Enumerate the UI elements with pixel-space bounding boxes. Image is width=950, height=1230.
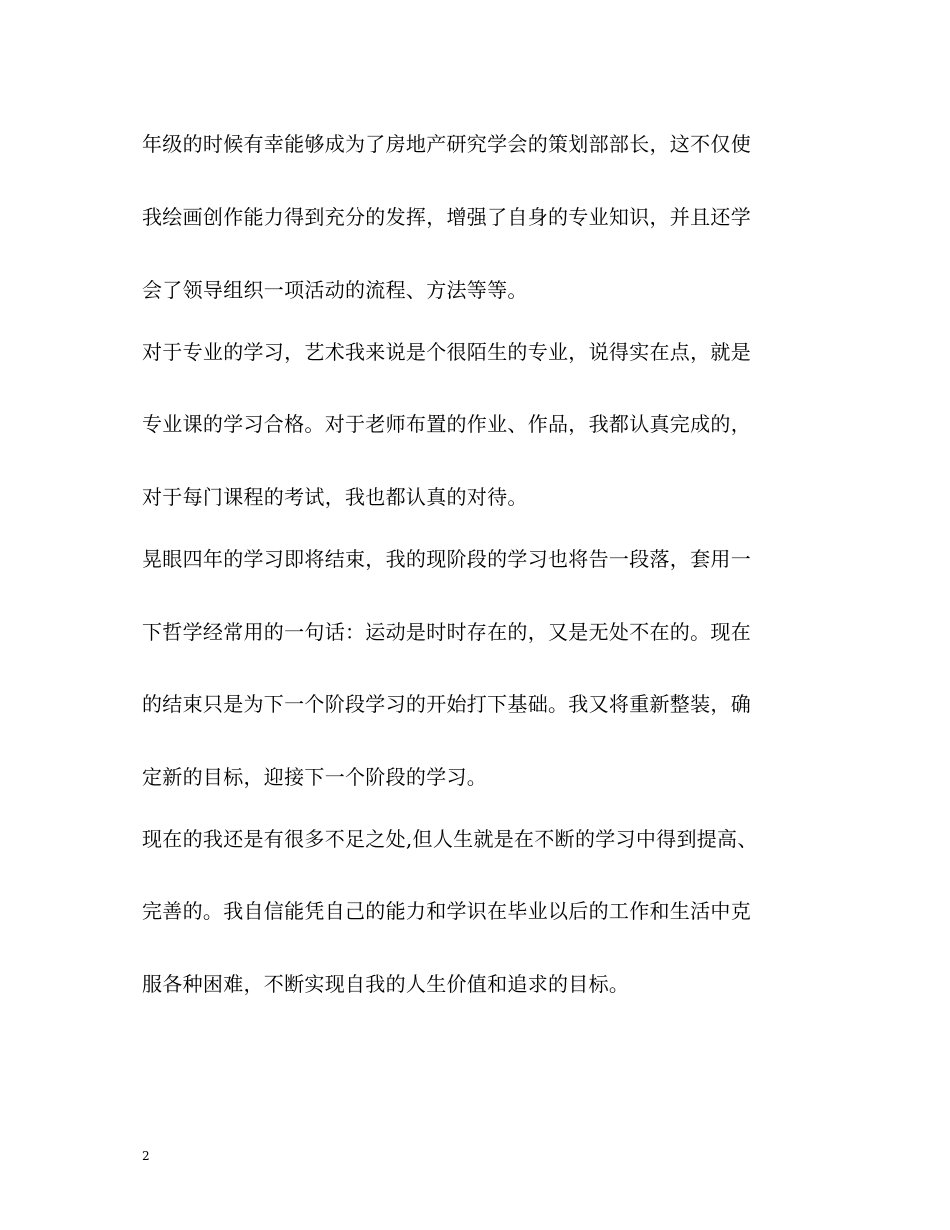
text-line: 晃眼四年的学习即将结束，我的现阶段的学习也将告一段落，套用一 xyxy=(142,547,751,571)
text-line: 专业课的学习合格。对于老师布置的作业、作品，我都认真完成的， xyxy=(142,412,751,436)
text-line: 的结束只是为下一个阶段学习的开始打下基础。我又将重新整装，确 xyxy=(142,692,751,716)
text-line: 完善的。我自信能凭自己的能力和学识在毕业以后的工作和生活中克 xyxy=(142,899,751,923)
text-line: 对于专业的学习，艺术我来说是个很陌生的专业，说得实在点，就是 xyxy=(142,340,751,364)
text-line: 现在的我还是有很多不足之处,但人生就是在不断的学习中得到提高、 xyxy=(142,827,758,851)
text-line: 我绘画创作能力得到充分的发挥，增强了自身的专业知识，并且还学 xyxy=(142,205,751,229)
text-line: 下哲学经常用的一句话：运动是时时存在的，又是无处不在的。现在 xyxy=(142,620,751,644)
text-line: 服各种困难，不断实现自我的人生价值和追求的目标。 xyxy=(142,972,630,996)
text-line: 对于每门课程的考试，我也都认真的对待。 xyxy=(142,485,528,509)
page-number: 2 xyxy=(142,1149,150,1163)
text-line: 会了领导组织一项活动的流程、方法等等。 xyxy=(142,278,528,302)
text-line: 年级的时候有幸能够成为了房地产研究学会的策划部部长，这不仅使 xyxy=(142,132,751,156)
text-line: 定新的目标，迎接下一个阶段的学习。 xyxy=(142,765,488,789)
